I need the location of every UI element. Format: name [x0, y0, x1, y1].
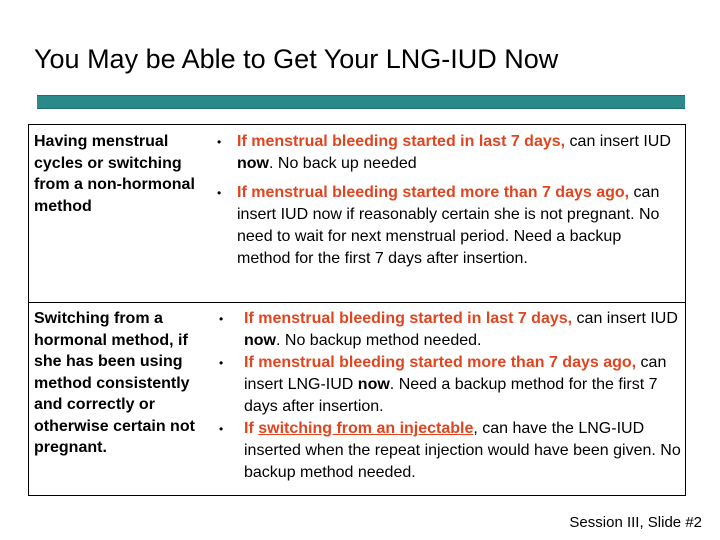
guidance-bullet	[216, 308, 681, 352]
bullet-dot-icon: •	[217, 135, 222, 149]
row-guidance	[216, 308, 681, 484]
highlight-text: If	[244, 420, 259, 437]
guidance-bullet	[214, 131, 679, 175]
highlight-text: If menstrual bleeding started in last 7 days,	[244, 310, 573, 327]
bullet-dot-icon: •	[219, 312, 224, 326]
emphasis-text: now	[357, 376, 390, 393]
guidance-bullet	[214, 182, 679, 270]
bullet-dot-icon: •	[219, 356, 224, 370]
row-condition-label: Having menstrual cycles or switching from a non-hormonal method	[34, 133, 195, 215]
emphasis-text: now	[237, 155, 269, 172]
highlight-text: If menstrual bleeding started more than 7 days ago,	[244, 354, 637, 371]
guidance-text: can insert IUD	[572, 310, 678, 327]
table-row	[29, 302, 685, 496]
guidance-text: can insert IUD	[565, 133, 671, 150]
guidance-text: can insert IUD now if reasonably certain she is not pregnant. No need to wait for next menstrual period. Need a backup method for the first 7 days after insertion.	[237, 184, 660, 267]
guidance-text: . No back up needed	[269, 155, 417, 172]
guidance-text: can insert LNG-IUD	[244, 354, 667, 393]
emphasis-text: now	[244, 332, 276, 349]
highlight-text: If menstrual bleeding started in last 7 days,	[237, 133, 566, 150]
guidance-text: , can have the LNG-IUD inserted when the repeat injection would have been given. No backup method needed.	[244, 420, 681, 481]
highlight-text: If menstrual bleeding started more than 7 days ago,	[237, 184, 630, 201]
row-guidance	[214, 131, 679, 277]
guidance-bullet	[216, 418, 681, 484]
guidance-bullet	[216, 352, 681, 418]
slide-footer: Session III, Slide #2	[569, 514, 702, 531]
row-condition-label: Switching from a hormonal method, if she has been using method consistently and correctly or otherwise certain not pregnant.	[34, 310, 195, 456]
guidance-text: . No backup method needed.	[276, 332, 482, 349]
table-row	[29, 125, 685, 303]
highlight-underlined-text: switching from an injectable	[258, 420, 474, 437]
bullet-dot-icon: •	[217, 186, 222, 200]
guidance-text: . Need a backup method for the first 7 days after insertion.	[244, 376, 658, 415]
bullet-dot-icon: •	[219, 422, 224, 436]
eligibility-table	[28, 124, 686, 496]
title-divider-bar	[37, 95, 685, 109]
slide-title: You May be Able to Get Your LNG-IUD Now	[34, 44, 559, 74]
